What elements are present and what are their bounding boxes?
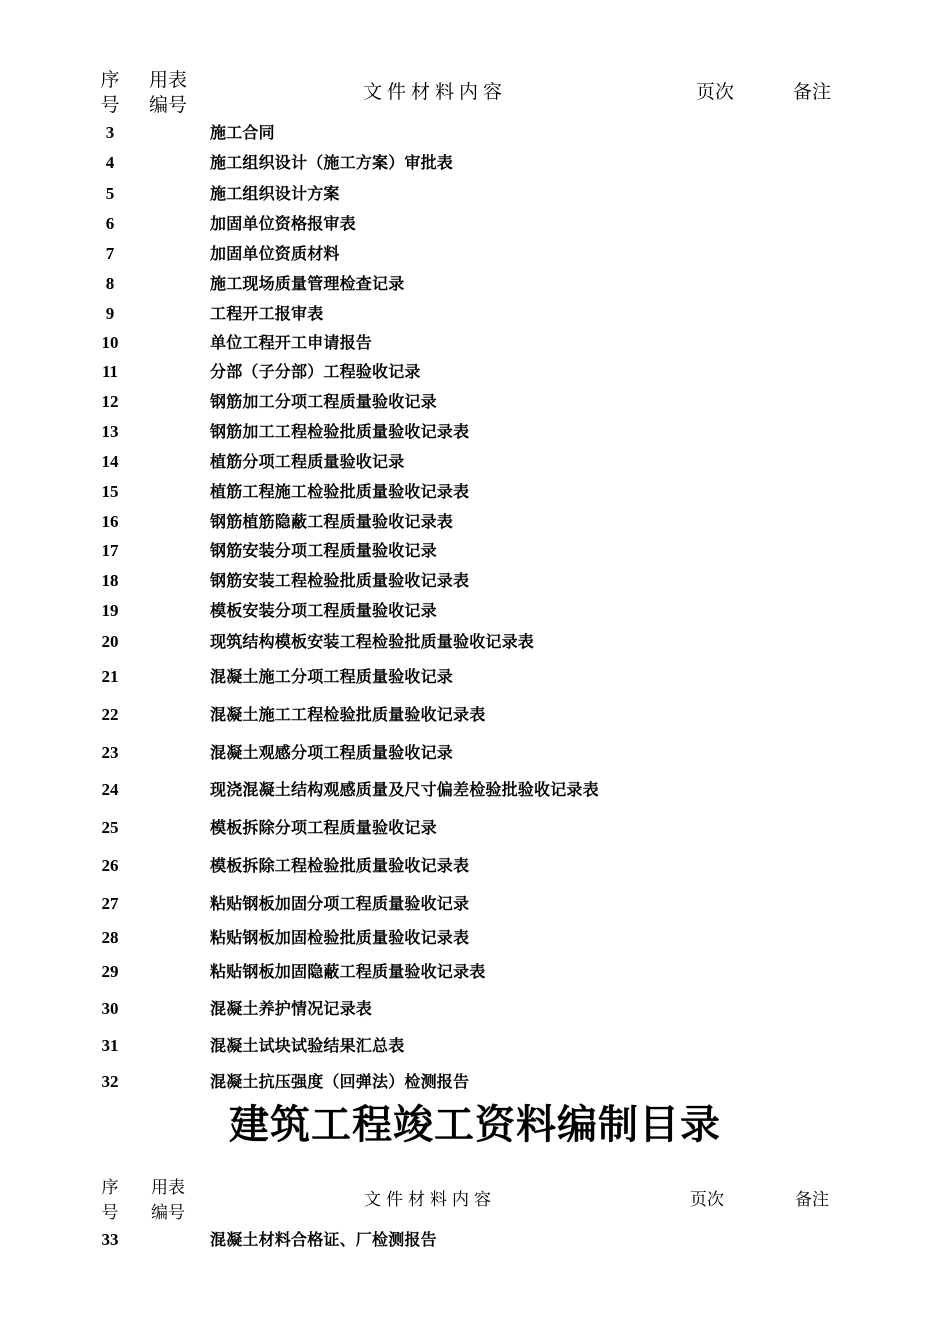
- list-item: [0, 151, 950, 175]
- list-item: [0, 420, 950, 444]
- item-number: 14: [101, 452, 119, 471]
- list-item: [0, 816, 950, 840]
- header-serial-no: 序 号: [101, 1178, 119, 1223]
- item-number: 22: [101, 705, 119, 724]
- item-number: 20: [101, 632, 119, 651]
- item-title: 粘贴钢板加固隐蔽工程质量验收记录表: [210, 962, 486, 981]
- list-item: [0, 242, 950, 266]
- item-number: 11: [101, 362, 119, 381]
- item-number: 23: [101, 743, 119, 762]
- item-number: 33: [101, 1230, 119, 1249]
- item-title: 混凝土抗压强度（回弹法）检测报告: [210, 1072, 470, 1091]
- list-item: [0, 121, 950, 145]
- item-number: 7: [105, 244, 115, 263]
- list-item: [0, 539, 950, 563]
- header-content: 文件材料内容: [362, 81, 507, 103]
- item-number: 15: [101, 482, 119, 501]
- list-item: [0, 665, 950, 689]
- list-item: [0, 854, 950, 878]
- header-page: 页次: [690, 1190, 724, 1210]
- list-item: [0, 703, 950, 727]
- list-item: [0, 450, 950, 474]
- list-item: [0, 331, 950, 355]
- list-item: [0, 778, 950, 802]
- header-remark: 备注: [792, 81, 831, 103]
- list-item: [0, 630, 950, 654]
- item-number: 26: [101, 856, 119, 875]
- item-number: 32: [101, 1072, 119, 1091]
- item-number: 13: [101, 422, 119, 441]
- item-title: 植筋工程施工检验批质量验收记录表: [210, 482, 470, 501]
- item-number: 27: [101, 894, 119, 913]
- list-item: [0, 1034, 950, 1058]
- list-item: [0, 212, 950, 236]
- item-title: 现筑结构模板安装工程检验批质量验收记录表: [210, 632, 535, 651]
- item-title: 混凝土试块试验结果汇总表: [210, 1036, 405, 1055]
- item-title: 混凝土施工分项工程质量验收记录: [210, 667, 454, 686]
- header-form-no: 用表 编号: [151, 1178, 185, 1223]
- list-item: [0, 741, 950, 765]
- item-title: 加固单位资格报审表: [210, 214, 356, 233]
- list-item: [0, 182, 950, 206]
- item-title: 施工组织设计（施工方案）审批表: [210, 153, 454, 172]
- item-title: 钢筋植筋隐蔽工程质量验收记录表: [210, 512, 454, 531]
- header-form-no: 用表 编号: [148, 69, 187, 116]
- item-number: 4: [105, 153, 115, 172]
- list-item: [0, 360, 950, 384]
- list-item: [0, 599, 950, 623]
- item-title: 施工合同: [210, 123, 275, 142]
- item-title: 工程开工报审表: [210, 304, 324, 323]
- page-title: 建筑工程竣工资料编制目录: [229, 1102, 721, 1148]
- item-title: 粘贴钢板加固分项工程质量验收记录: [210, 894, 470, 913]
- item-title: 分部（子分部）工程验收记录: [210, 362, 421, 381]
- list-item: [0, 892, 950, 916]
- item-title: 模板拆除工程检验批质量验收记录表: [210, 856, 470, 875]
- list-item: [0, 926, 950, 950]
- item-title: 混凝土施工工程检验批质量验收记录表: [210, 705, 486, 724]
- item-number: 18: [101, 571, 119, 590]
- list-item: [0, 302, 950, 326]
- item-number: 21: [101, 667, 119, 686]
- header-remark: 备注: [795, 1190, 829, 1210]
- item-title: 钢筋安装分项工程质量验收记录: [210, 541, 437, 560]
- list-item: [0, 480, 950, 504]
- item-number: 16: [101, 512, 119, 531]
- item-number: 9: [105, 304, 115, 323]
- item-number: 19: [101, 601, 119, 620]
- item-number: 3: [105, 123, 115, 142]
- item-number: 28: [101, 928, 119, 947]
- item-title: 单位工程开工申请报告: [210, 333, 373, 352]
- item-title: 钢筋加工工程检验批质量验收记录表: [210, 422, 470, 441]
- list-item: [0, 1070, 950, 1094]
- list-item: [0, 272, 950, 296]
- item-number: 29: [101, 962, 119, 981]
- item-title: 模板安装分项工程质量验收记录: [210, 601, 437, 620]
- item-title: 粘贴钢板加固检验批质量验收记录表: [210, 928, 470, 947]
- item-number: 25: [101, 818, 119, 837]
- item-title: 施工组织设计方案: [210, 184, 340, 203]
- header-content: 文件材料内容: [364, 1190, 496, 1210]
- item-title: 施工现场质量管理检查记录: [210, 274, 405, 293]
- list-item: [0, 960, 950, 984]
- item-title: 钢筋加工分项工程质量验收记录: [210, 392, 437, 411]
- item-number: 10: [101, 333, 119, 352]
- item-number: 30: [101, 999, 119, 1018]
- item-number: 24: [101, 780, 119, 799]
- header-serial-no: 序 号: [100, 69, 120, 116]
- item-number: 17: [101, 541, 119, 560]
- item-number: 8: [105, 274, 115, 293]
- list-item: [0, 569, 950, 593]
- item-number: 6: [105, 214, 115, 233]
- item-title: 模板拆除分项工程质量验收记录: [210, 818, 437, 837]
- item-number: 31: [101, 1036, 119, 1055]
- item-title: 钢筋安装工程检验批质量验收记录表: [210, 571, 470, 590]
- item-number: 12: [101, 392, 119, 411]
- header-page: 页次: [695, 81, 734, 103]
- item-title: 混凝土材料合格证、厂检测报告: [210, 1230, 437, 1249]
- list-item: [0, 510, 950, 534]
- item-title: 现浇混凝土结构观感质量及尺寸偏差检验批验收记录表: [210, 780, 599, 799]
- item-title: 混凝土养护情况记录表: [210, 999, 373, 1018]
- list-item: [0, 1228, 950, 1252]
- list-item: [0, 390, 950, 414]
- list-item: [0, 997, 950, 1021]
- item-number: 5: [105, 184, 115, 203]
- item-title: 混凝土观感分项工程质量验收记录: [210, 743, 454, 762]
- item-title: 加固单位资质材料: [210, 244, 340, 263]
- item-title: 植筋分项工程质量验收记录: [210, 452, 405, 471]
